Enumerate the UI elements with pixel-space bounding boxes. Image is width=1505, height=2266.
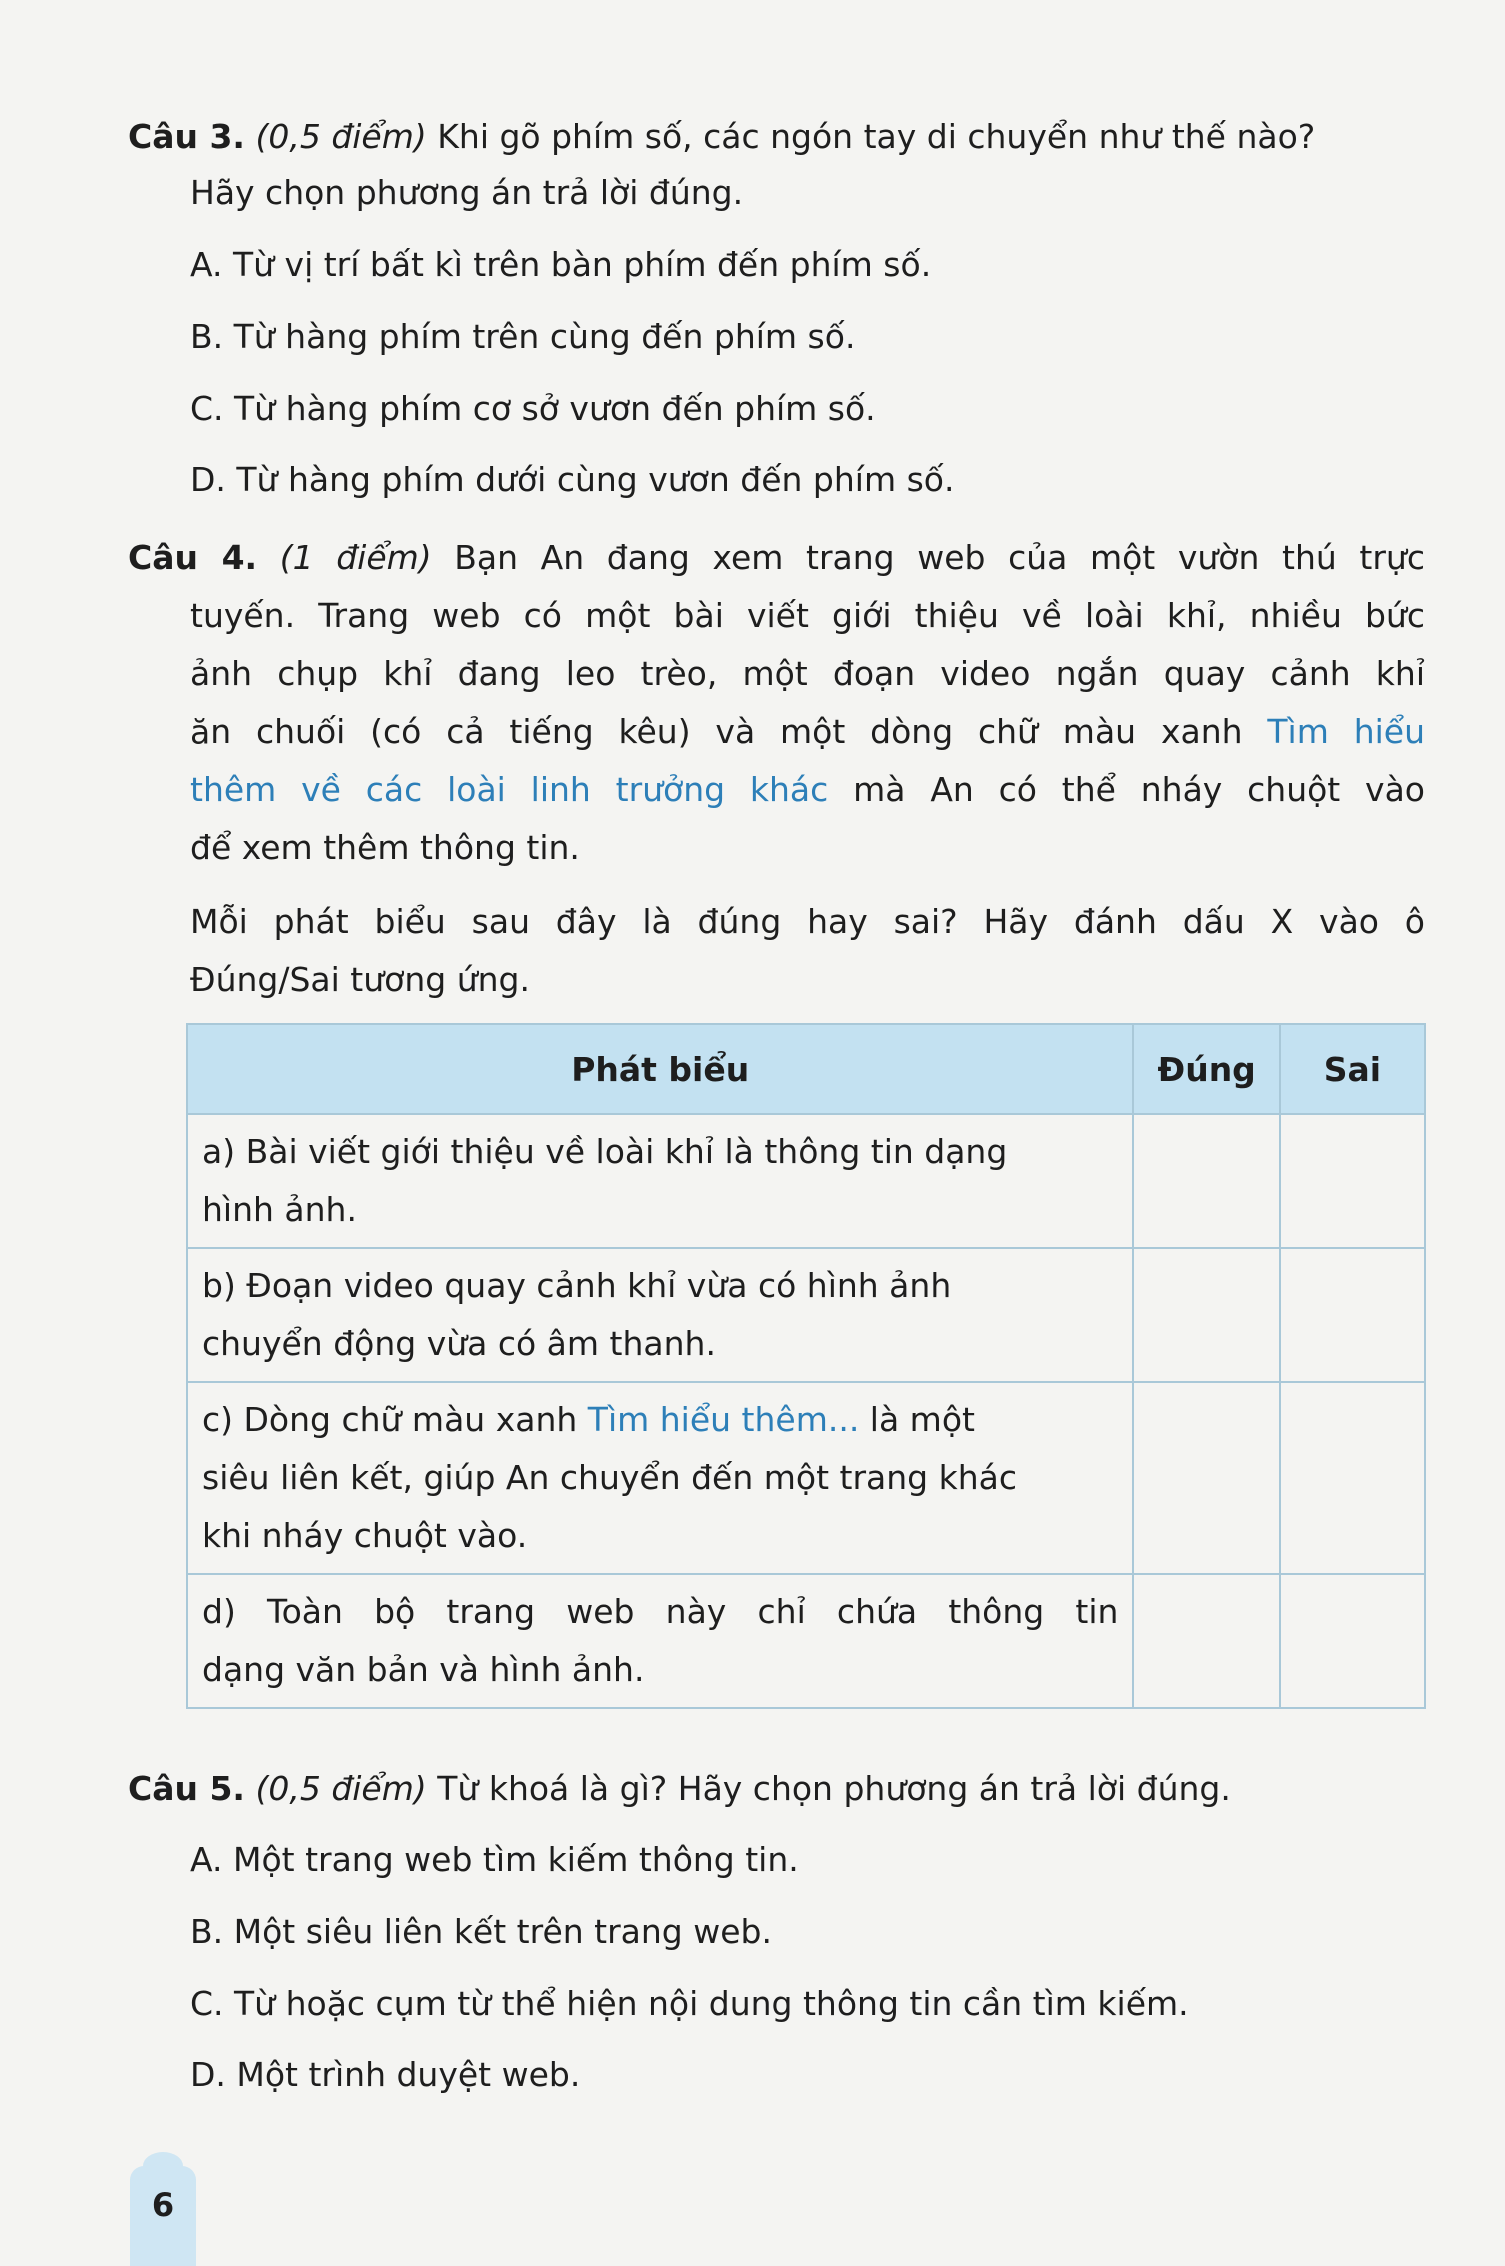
question-4-title	[128, 529, 1425, 587]
question-5-points: (0,5 điểm)	[255, 1769, 427, 1808]
question-4-line-5	[190, 761, 1425, 819]
statement-b	[187, 1248, 1133, 1382]
statement-d-line-2: dạng văn bản và hình ảnh.	[202, 1650, 645, 1689]
statement-a	[187, 1114, 1133, 1248]
question-4-line-3: ảnh chụp khỉ đang leo trèo, một đoạn video ngắn quay cảnh khỉ	[190, 654, 1425, 693]
question-4-line-4-text: ăn chuối (có cả tiếng kêu) và một dòng chữ màu xanh	[190, 712, 1243, 751]
answer-box-c-false[interactable]	[1280, 1382, 1425, 1574]
question-3-option-a: A. Từ vị trí bất kì trên bàn phím đến phím số.	[190, 245, 932, 284]
table-row	[187, 1114, 1425, 1248]
question-4-body	[190, 587, 1425, 877]
question-5-option-a: A. Một trang web tìm kiếm thông tin.	[190, 1840, 799, 1879]
question-3-option-b: B. Từ hàng phím trên cùng đến phím số.	[190, 317, 856, 356]
header-false: Sai	[1280, 1024, 1425, 1114]
answer-box-a-true[interactable]	[1133, 1114, 1279, 1248]
question-4-instruction	[190, 893, 1425, 1009]
learn-more-link-part-2[interactable]: thêm về các loài linh trưởng khác	[190, 770, 829, 809]
statement-c-link: Tìm hiểu thêm...	[587, 1400, 860, 1439]
table-header-row	[187, 1024, 1425, 1114]
question-3-number: Câu 3.	[128, 117, 245, 156]
question-4-instruction-line-2: Đúng/Sai tương ứng.	[190, 960, 530, 999]
statement-d	[187, 1574, 1133, 1708]
question-4-line-5-text: mà An có thể nháy chuột vào	[853, 770, 1425, 809]
question-4-instruction-line-1: Mỗi phát biểu sau đây là đúng hay sai? Hãy đánh dấu X vào ô	[190, 902, 1425, 941]
question-5-option-d: D. Một trình duyệt web.	[190, 2055, 581, 2094]
header-true: Đúng	[1133, 1024, 1279, 1114]
true-false-table	[186, 1023, 1426, 1709]
question-4-line-1: Bạn An đang xem trang web của một vườn thú trực	[454, 538, 1425, 577]
table-row	[187, 1248, 1425, 1382]
statement-c-line-2: siêu liên kết, giúp An chuyển đến một trang khác	[202, 1458, 1017, 1497]
statement-b-line-1: b) Đoạn video quay cảnh khỉ vừa có hình ảnh	[202, 1266, 952, 1305]
page-tab-notch	[143, 2152, 183, 2180]
statement-c-text-1: c) Dòng chữ màu xanh	[202, 1400, 588, 1439]
question-5-option-c: C. Từ hoặc cụm từ thể hiện nội dung thông tin cần tìm kiếm.	[190, 1984, 1189, 2023]
question-5-title	[128, 1760, 1231, 1818]
question-5-number: Câu 5.	[128, 1769, 245, 1808]
question-4-points: (1 điểm)	[279, 538, 432, 577]
question-4-line-2: tuyến. Trang web có một bài viết giới thiệu về loài khỉ, nhiều bức	[190, 596, 1425, 635]
question-3-points: (0,5 điểm)	[255, 117, 427, 156]
statement-c-line-3: khi nháy chuột vào.	[202, 1516, 528, 1555]
header-statement: Phát biểu	[187, 1024, 1133, 1114]
statement-c-line-1	[202, 1391, 1118, 1449]
statement-a-line-2: hình ảnh.	[202, 1190, 357, 1229]
question-3-instruction: Hãy chọn phương án trả lời đúng.	[190, 173, 744, 212]
learn-more-link-part-1[interactable]: Tìm hiểu	[1267, 712, 1426, 751]
statement-c-text-2: là một	[859, 1400, 975, 1439]
statement-b-line-2: chuyển động vừa có âm thanh.	[202, 1324, 716, 1363]
question-3-title	[128, 108, 1315, 166]
page-number: 6	[151, 2186, 175, 2224]
table-row	[187, 1382, 1425, 1574]
question-3-option-c: C. Từ hàng phím cơ sở vươn đến phím số.	[190, 389, 876, 428]
statement-c	[187, 1382, 1133, 1574]
question-3-option-d: D. Từ hàng phím dưới cùng vươn đến phím số.	[190, 460, 955, 499]
question-4-line-4	[190, 703, 1425, 761]
page-number-tab	[130, 2166, 196, 2266]
answer-box-b-true[interactable]	[1133, 1248, 1279, 1382]
statement-a-line-1: a) Bài viết giới thiệu về loài khỉ là thông tin dạng	[202, 1132, 1008, 1171]
answer-box-d-true[interactable]	[1133, 1574, 1279, 1708]
answer-box-a-false[interactable]	[1280, 1114, 1425, 1248]
answer-box-d-false[interactable]	[1280, 1574, 1425, 1708]
table-row	[187, 1574, 1425, 1708]
statement-d-line-1: d) Toàn bộ trang web này chỉ chứa thông tin	[202, 1592, 1119, 1631]
question-5-text: Từ khoá là gì? Hãy chọn phương án trả lời đúng.	[437, 1769, 1231, 1808]
question-3-text: Khi gõ phím số, các ngón tay di chuyển như thế nào?	[437, 117, 1316, 156]
answer-box-b-false[interactable]	[1280, 1248, 1425, 1382]
question-4-line-6: để xem thêm thông tin.	[190, 828, 580, 867]
question-5-option-b: B. Một siêu liên kết trên trang web.	[190, 1912, 772, 1951]
answer-box-c-true[interactable]	[1133, 1382, 1279, 1574]
question-4-number: Câu 4.	[128, 538, 258, 577]
